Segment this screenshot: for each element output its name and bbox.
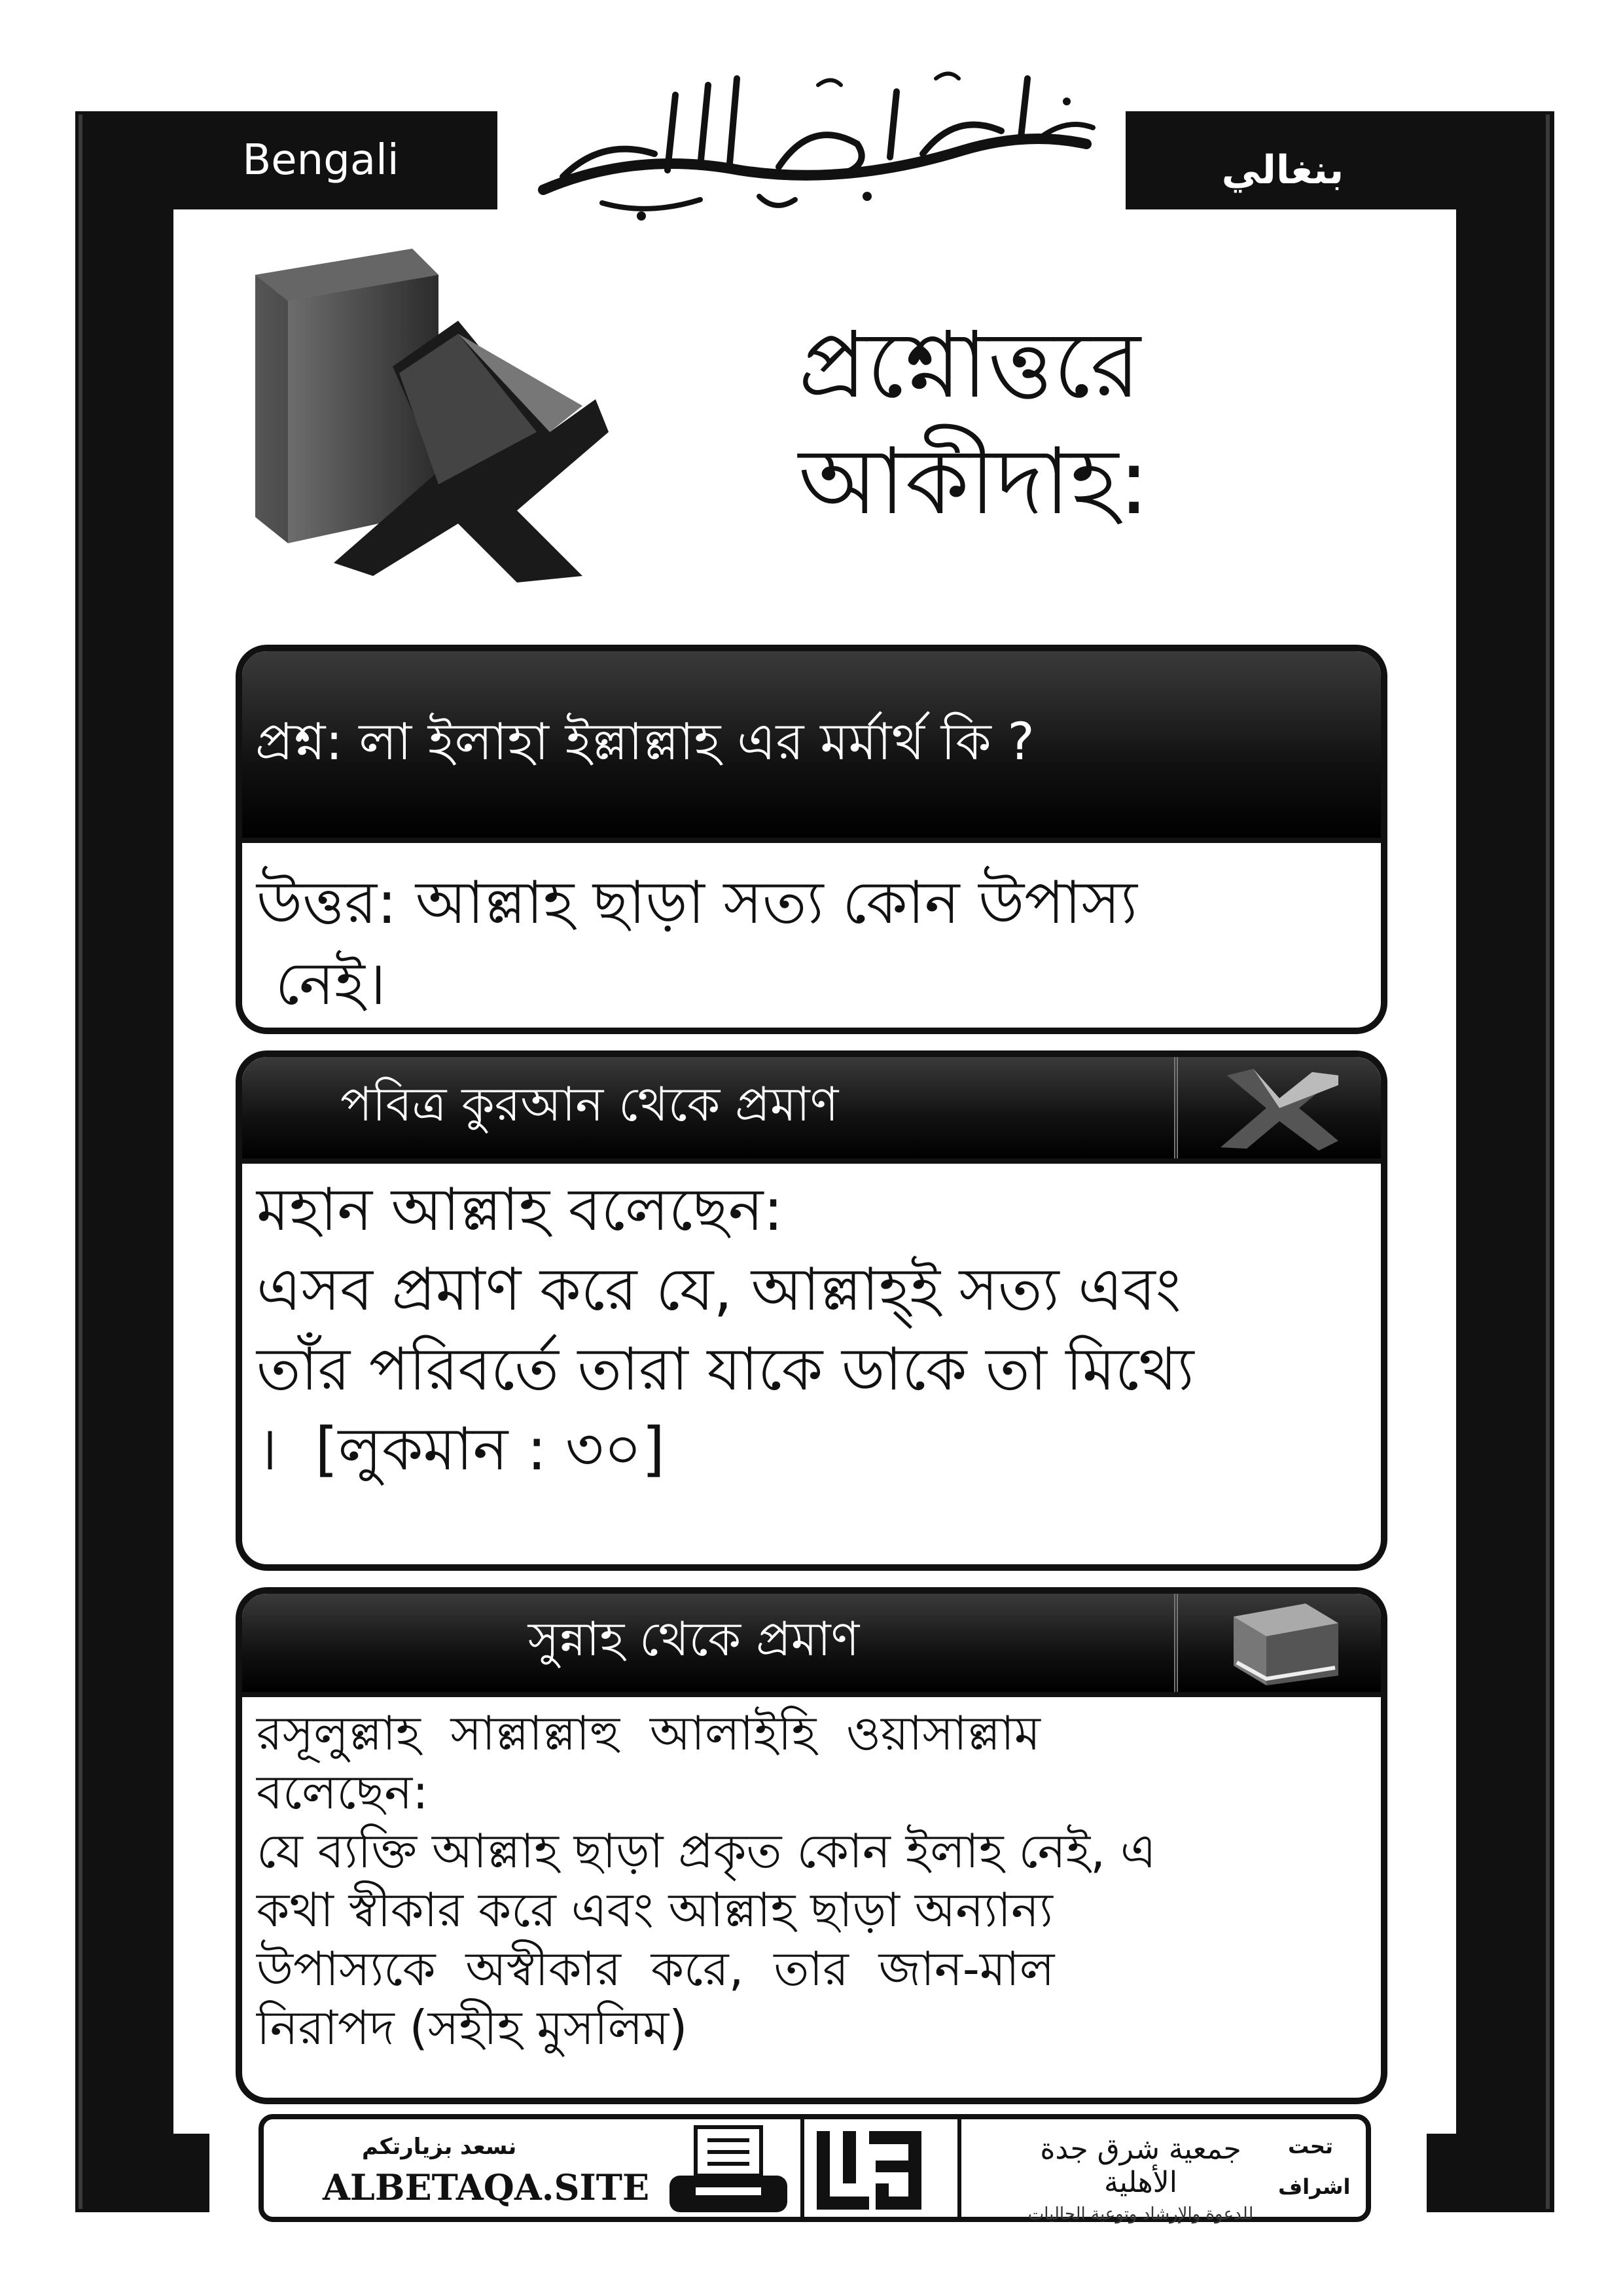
quran-evidence-body	[242, 1158, 1381, 1490]
sunnah-evidence-body	[242, 1692, 1381, 2057]
book-icon	[1174, 1594, 1381, 1692]
question-header	[242, 651, 1381, 838]
footer-divider	[957, 2119, 961, 2217]
answer-body	[242, 838, 1381, 1025]
title-line-2: আকীদাহ:	[798, 429, 1150, 535]
frame-stripe-right	[1546, 115, 1550, 2209]
language-label-arabic: بنغالي	[1221, 147, 1344, 193]
organization-logo	[1003, 2132, 1278, 2224]
question-text: প্রশ্ন: লা ইলাহা ইল্লাল্লাহ এর মর্মার্থ কি ?	[255, 712, 1035, 772]
quran-stand-icon	[1174, 1057, 1381, 1158]
footer-bar	[259, 2114, 1371, 2222]
sunnah-evidence-heading: সুন্নাহ থেকে প্রমাণ	[527, 1611, 860, 1666]
visit-us-text: نسعد بزيارتكم	[362, 2134, 517, 2160]
title-line-1: প্রশ্নোত্তরে	[798, 312, 1141, 419]
quran-line-4: । [লুকমান : ৩০]	[257, 1415, 666, 1484]
quran-evidence-card	[236, 1050, 1387, 1571]
sunnah-evidence-card	[236, 1587, 1387, 2104]
sunnah-line-1: রসূলুল্লাহ সাল্লাল্লাহু আলাইহি ওয়াসাল্লাম	[257, 1706, 1041, 1761]
quran-evidence-header	[242, 1057, 1381, 1158]
printer-icon[interactable]	[663, 2125, 794, 2216]
supervision-label: اشراف	[1278, 2174, 1351, 2199]
sunnah-line-4: কথা স্বীকার করে এবং আল্লাহ ছাড়া অন্যান্য	[257, 1882, 1053, 1937]
organization-name: جمعية شرق جدة الأهلية	[1040, 2132, 1241, 2199]
sunnah-line-6: নিরাপদ (সহীহ মুসলিম)	[257, 2000, 688, 2055]
sunnah-line-3: যে ব্যক্তি আল্লাহ ছাড়া প্রকৃত কোন ইলাহ নেই, এ	[257, 1823, 1156, 1878]
organization-subtitle: للدعوة والإرشاد وتوعية الجاليات	[1027, 2204, 1254, 2224]
basmala-calligraphy	[504, 39, 1119, 229]
footer-divider	[800, 2119, 804, 2217]
under-label: تحت	[1288, 2134, 1333, 2159]
question-card	[236, 645, 1387, 1034]
book-on-stand-icon	[242, 236, 609, 589]
quran-evidence-heading: পবিত্র কুরআন থেকে প্রমাণ	[340, 1076, 839, 1132]
quran-line-3: তাঁর পরিবর্তে তারা যাকে ডাকে তা মিথ্যে	[257, 1335, 1194, 1404]
sunnah-line-5: উপাস্যকে অস্বীকার করে, তার জান-মাল	[257, 1941, 1055, 1996]
quran-line-1: মহান আল্লাহ বলেছেন:	[257, 1175, 783, 1244]
answer-line-2: নেই।	[257, 950, 386, 1018]
dawah-logo	[810, 2125, 935, 2216]
answer-line-1: উত্তর: আল্লাহ ছাড়া সত্য কোন উপাস্য	[257, 869, 1137, 937]
site-link[interactable]: ALBETAQA.SITE	[323, 2166, 650, 2208]
sunnah-line-2: বলেছেন:	[257, 1765, 429, 1820]
frame-stripe-left	[79, 115, 82, 2209]
language-label-english: Bengali	[242, 136, 399, 185]
sunnah-evidence-header	[242, 1594, 1381, 1692]
quran-line-2: এসব প্রমাণ করে যে, আল্লাহ্ই সত্য এবং	[257, 1255, 1181, 1324]
page-title	[798, 308, 1322, 541]
